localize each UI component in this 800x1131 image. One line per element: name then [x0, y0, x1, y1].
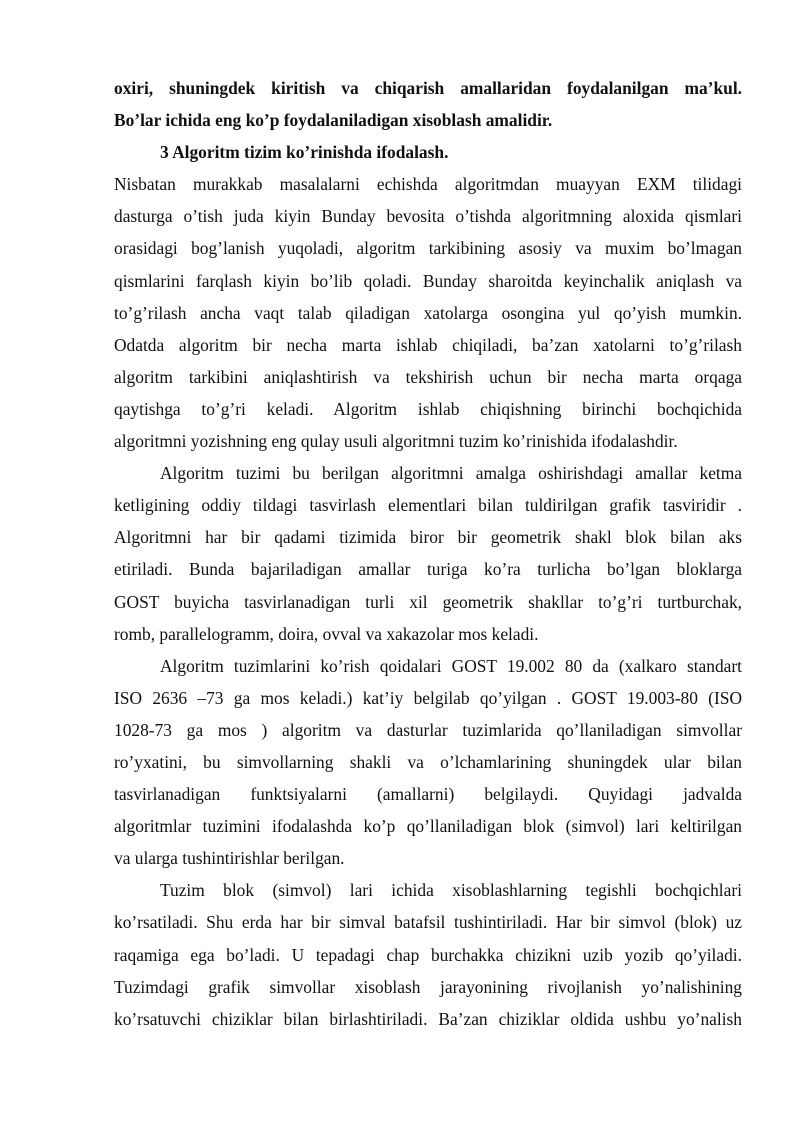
text-line: qismlarini farqlash kiyin bo’lib qoladi. Bunday sharoitda keyinchalik aniqlash va: [114, 270, 742, 291]
text-line: va ularga tushintirishlar berilgan.: [114, 848, 345, 869]
text-line: ISO 2636 –73 ga mos keladi.) kat’iy belgilab qo’yilgan . GOST 19.003-80 (ISO: [114, 687, 742, 708]
text-line: romb, parallelogramm, doira, ovval va xakazolar mos keladi.: [114, 623, 539, 644]
text-line: algoritmni yozishning eng qulay usuli algoritmni tuzim ko’rinishida ifodalashdir.: [114, 431, 678, 452]
text-line: algoritmlar tuzimini ifodalashda ko’p qo’llaniladigan blok (simvol) lari keltirilgan: [114, 816, 742, 837]
paragraph-3: [114, 650, 742, 875]
text-line: to’g’rilash ancha vaqt talab qiladigan xatolarga osongina yul qo’yish mumkin.: [114, 302, 742, 323]
text-line: ko’rsatiladi. Shu erda har bir simval batafsil tushintiriladi. Har bir simvol (blok) uz: [114, 912, 742, 933]
text-line: Nisbatan murakkab masalalarni echishda algoritmdan muayyan EXM tilidagi: [114, 174, 742, 195]
paragraph-2: [114, 457, 742, 650]
text-line: Algoritmni har bir qadami tizimida biror bir geometrik shakl blok bilan aks: [114, 527, 742, 548]
text-line: qaytishga to’g’ri keladi. Algoritm ishlab chiqishning birinchi bochqichida: [114, 398, 742, 419]
section-heading: 3 Algoritm tizim ko’rinishda ifodalash.: [160, 142, 449, 163]
text-line: Algoritm tuzimi bu berilgan algoritmni amalga oshirishdagi amallar ketma: [160, 463, 742, 484]
text-line: tasvirlanadigan funktsiyalarni (amallarni) belgilaydi. Quyidagi jadvalda: [114, 784, 742, 805]
text-line: Tuzim blok (simvol) lari ichida xisoblashlarning tegishli bochqichlari: [160, 880, 742, 901]
intro-line: oxiri, shuningdek kiritish va chiqarish amallaridan foydalanilgan ma’kul.: [114, 78, 742, 98]
text-line: raqamiga ega bo’ladi. U tepadagi chap burchakka chizikni uzib yozib qo’yiladi.: [114, 944, 742, 965]
text-line: GOST buyicha tasvirlanadigan turli xil geometrik shakllar to’g’ri turtburchak,: [114, 591, 742, 612]
text-line: 1028-73 ga mos ) algoritm va dasturlar tuzimlarida qo’llaniladigan simvollar: [114, 719, 742, 740]
text-line: ro’yxatini, bu simvollarning shakli va o’lchamlarining shuningdek ular bilan: [114, 751, 742, 772]
text-line: dasturga o’tish juda kiyin Bunday bevosita o’tishda algoritmning aloxida qismlari: [114, 206, 742, 227]
document-page: [114, 72, 742, 1035]
text-line: orasidagi bog’lanish yuqoladi, algoritm tarkibining asosiy va muxim bo’lmagan: [114, 238, 742, 259]
text-line: Odatda algoritm bir necha marta ishlab chiqiladi, ba’zan xatolarni to’g’rilash: [114, 334, 742, 355]
text-line: ko’rsatuvchi chiziklar bilan birlashtiriladi. Ba’zan chiziklar oldida ushbu yo’nalish: [114, 1008, 742, 1029]
paragraph-4: [114, 874, 742, 1034]
intro-line: Bo’lar ichida eng ko’p foydalaniladigan xisoblash amalidir.: [114, 110, 553, 131]
text-line: etiriladi. Bunda bajariladigan amallar turiga ko’ra turlicha bo’lgan bloklarga: [114, 559, 742, 580]
text-line: algoritm tarkibini aniqlashtirish va tekshirish uchun bir necha marta orqaga: [114, 366, 742, 387]
text-line: Tuzimdagi grafik simvollar xisoblash jarayonining rivojlanish yo’nalishining: [114, 976, 742, 997]
text-line: Algoritm tuzimlarini ko’rish qoidalari GOST 19.002 80 da (xalkaro standart: [160, 655, 742, 676]
text-line: ketligining oddiy tildagi tasvirlash elementlari bilan tuldirilgan grafik tasviridir .: [114, 495, 742, 516]
paragraph-1: [114, 168, 742, 457]
